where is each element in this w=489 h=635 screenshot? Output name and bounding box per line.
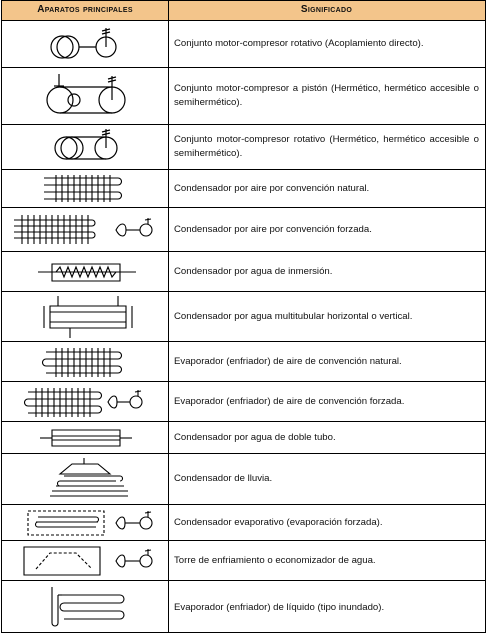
table-row	[2, 382, 485, 422]
row-description: Condensador evaporativo (evaporación forzada).	[174, 516, 383, 528]
table-row	[2, 252, 485, 292]
evaporator-forced-symbol-icon	[2, 382, 168, 421]
air-condenser-forced-symbol-icon	[2, 208, 168, 251]
header-symbols: Aparatos principales	[37, 4, 133, 15]
rain-condenser-symbol-icon	[2, 454, 168, 504]
liquid-evaporator-symbol-icon	[2, 581, 168, 634]
symbols-table	[1, 0, 486, 633]
row-description: Condensador por aire por convención natural.	[174, 182, 370, 194]
row-description: Conjunto motor-compresor rotativo (Acoplamiento directo).	[174, 37, 424, 49]
table-row	[2, 541, 485, 581]
header-meaning: Significado	[300, 4, 353, 15]
evaporator-natural-symbol-icon	[2, 342, 168, 381]
rotary-direct-coupled-compressor-symbol-icon	[2, 20, 168, 67]
row-description: Condensador por agua multitubular horizontal o vertical.	[174, 310, 413, 322]
multitubular-water-condenser-symbol-icon	[2, 292, 168, 341]
row-description: Torre de enfriamiento o economizador de agua.	[174, 554, 376, 566]
table-row	[2, 125, 485, 170]
table-row	[2, 505, 485, 541]
evaporative-condenser-symbol-icon	[2, 505, 168, 540]
table-row	[2, 454, 485, 505]
table-row	[2, 208, 485, 252]
immersion-water-condenser-symbol-icon	[2, 252, 168, 291]
row-description: Evaporador (enfriador) de aire de convención forzada.	[174, 395, 405, 407]
table-row	[2, 422, 485, 454]
double-tube-condenser-symbol-icon	[2, 422, 168, 453]
row-description: Evaporador (enfriador) de aire de convención natural.	[174, 355, 402, 367]
row-description: Conjunto motor-compresor rotativo (Hermético, hermético accesible o semihermético).	[174, 134, 479, 159]
rotary-compressor-symbol-icon	[2, 125, 168, 169]
table-row	[2, 581, 485, 634]
row-description: Condensador por agua de doble tubo.	[174, 431, 336, 443]
row-description: Conjunto motor-compresor a pistón (Hermético, hermético accesible o semihermético).	[174, 83, 479, 108]
row-description: Evaporador (enfriador) de líquido (tipo inundado).	[174, 601, 385, 613]
table-row	[2, 68, 485, 125]
cooling-tower-symbol-icon	[2, 541, 168, 580]
table-row	[2, 342, 485, 382]
row-description: Condensador por aire por convención forzada.	[174, 223, 372, 235]
piston-compressor-symbol-icon	[2, 68, 168, 124]
air-condenser-natural-symbol-icon	[2, 170, 168, 207]
row-description: Condensador de lluvia.	[174, 473, 273, 484]
row-description: Condensador por agua de inmersión.	[174, 265, 333, 277]
table-row	[2, 20, 485, 68]
table-row	[2, 292, 485, 342]
table-header	[2, 1, 485, 21]
table-row	[2, 170, 485, 208]
